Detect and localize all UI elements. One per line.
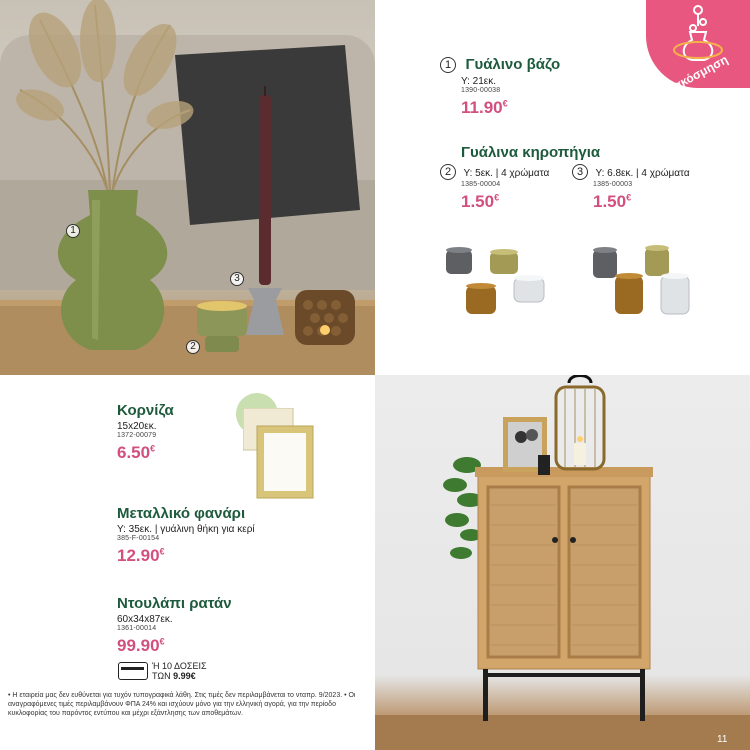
product-title: Ντουλάπι ρατάν [117,595,232,612]
living-room-illustration [0,0,375,375]
product-number: 2 [440,164,456,180]
product-spec: 15x20εκ. [117,421,157,432]
product-price: 99.90€ [117,636,165,655]
product-code: 385-F-00154 [117,535,160,542]
cabinet-illustration [375,375,750,750]
product-price: 12.90€ [117,546,165,565]
disclaimer: • Η εταιρεία μας δεν ευθύνεται για τυχόν τυπογραφικά λάθη. Στις τιμές δεν περιλαμβάνεται το νταπρ. 9/2023. • Οι αναγραφόμενες τιμές περιλαμβάνουν ΦΠΑ 24% και ισχύουν μόνο για την ελληνική αγορά, για την περίοδο κυκλοφορίας του παρόντος εντύπου και μέχρι εξάντλησης των αποθεμάτων. [8,692,356,717]
product-code: 1361-00014 [117,625,157,632]
product-price: 1.50€ [461,192,500,211]
product-candle-holder-2 [440,163,549,212]
installment-info [152,661,207,681]
product-code: 1372-00079 [117,432,157,439]
frame-image [243,408,315,500]
installment-line2: ΤΩΝ 9.99€ [152,671,196,681]
product-price: 11.90€ [461,98,508,117]
candle-holders-image-2 [440,240,560,325]
product-code: 1385-00004 [461,181,501,188]
product-spec: Υ: 5εκ. | 4 χρώματα [463,168,550,179]
product-candle-holder-3 [572,163,690,212]
product-lantern [117,505,255,566]
product-vase [440,56,560,118]
product-spec: 60x34x87εκ. [117,614,173,625]
vase-icon [646,0,750,70]
product-spec: Υ: 21εκ. [461,76,497,87]
installment-line1: Ή 10 ΔΟΣΕΙΣ [152,661,207,671]
candle-holders-title: Γυάλινα κηροπήγια [461,144,601,161]
living-room-photo [0,0,375,375]
candle-holders-image-3 [585,240,705,325]
photo-label-3: 3 [230,272,244,286]
cabinet-photo [375,375,750,750]
photo-label-1: 1 [66,224,80,238]
product-cabinet [117,595,232,656]
page-number: 11 [717,734,728,745]
product-number: 1 [440,57,456,73]
product-price: 1.50€ [593,192,632,211]
product-code: 1385-00003 [593,181,633,188]
product-spec: Υ: 6.8εκ. | 4 χρώματα [595,168,690,179]
product-title: Μεταλλικό φανάρι [117,505,246,522]
photo-label-2: 2 [186,340,200,354]
product-number: 3 [572,164,588,180]
product-price: 6.50€ [117,443,156,462]
product-code: 1390-00038 [461,87,501,94]
installment-card-icon [118,662,148,680]
category-label: διακόσμηση [661,52,731,98]
product-title: Κορνίζα [117,402,174,419]
product-title: Γυάλινο βάζο [465,56,561,73]
product-frame [117,402,174,463]
product-spec: Υ: 35εκ. | γυάλινη θήκη για κερί [117,524,255,535]
